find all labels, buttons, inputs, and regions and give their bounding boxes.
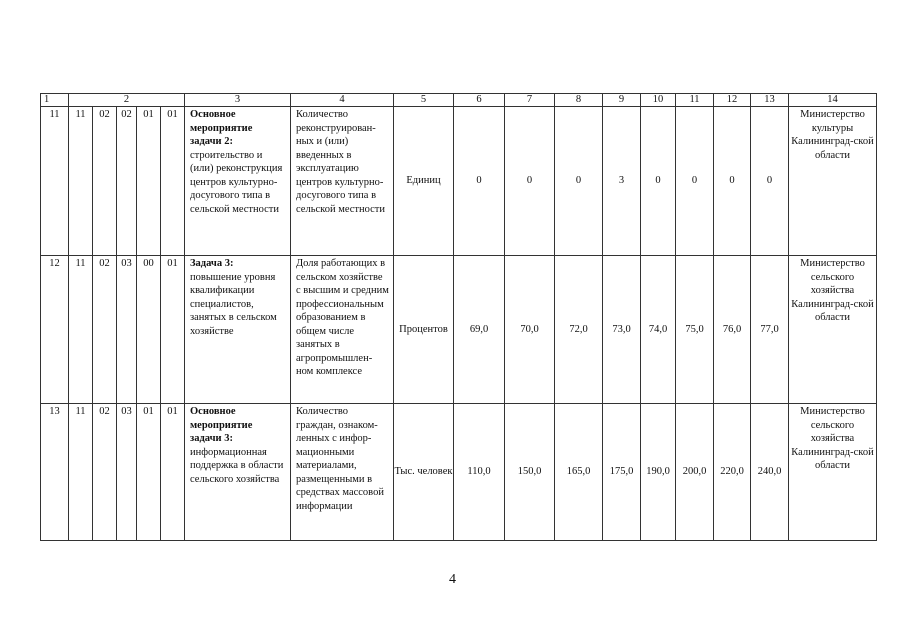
header-cell: 12 [714,94,751,107]
unit-cell: Единиц [394,107,454,256]
header-cell: 9 [603,94,641,107]
header-cell: 4 [291,94,394,107]
code-cell: 02 [93,107,117,256]
header-cell: 5 [394,94,454,107]
unit-cell: Процентов [394,256,454,404]
code-cell: 13 [41,404,69,541]
code-cell: 01 [161,107,185,256]
table-row [41,107,877,256]
responsible-cell: Министерство сельского хозяйства Калининград-ской области [789,256,877,404]
indicators-table [40,93,877,541]
value-cell: 0 [714,107,751,256]
activity-description: повышение уровня квалификации специалистов, занятых в сельском хозяйстве [190,271,277,337]
value-cell: 73,0 [603,256,641,404]
activity-cell [185,107,291,256]
value-cell: 69,0 [454,256,505,404]
code-cell: 11 [69,107,93,256]
header-cell: 2 [69,94,185,107]
indicator-cell: Доля работающих в сельском хозяйстве с высшим и средним профессиональным образованием в общем числе занятых в агропромышлен-ном комплексе [291,256,394,404]
table-row [41,404,877,541]
code-cell: 03 [117,256,137,404]
value-cell: 70,0 [505,256,555,404]
activity-title: Основное мероприятие задачи 3: [190,406,253,444]
code-cell: 12 [41,256,69,404]
code-cell: 00 [137,256,161,404]
activity-title: Основное мероприятие задачи 2: [190,109,253,147]
activity-title: Задача 3: [190,258,234,269]
code-cell: 02 [93,404,117,541]
value-cell: 0 [751,107,789,256]
value-cell: 0 [454,107,505,256]
header-cell: 10 [641,94,676,107]
header-cell: 8 [555,94,603,107]
header-cell: 1 [41,94,69,107]
value-cell: 72,0 [555,256,603,404]
value-cell: 175,0 [603,404,641,541]
responsible-cell: Министерство сельского хозяйства Калининград-ской области [789,404,877,541]
value-cell: 0 [641,107,676,256]
value-cell: 240,0 [751,404,789,541]
code-cell: 11 [69,404,93,541]
header-cell: 13 [751,94,789,107]
header-cell: 14 [789,94,877,107]
header-cell: 7 [505,94,555,107]
header-cell: 6 [454,94,505,107]
activity-description: строительство и (или) реконструкция центров культурно-досугового типа в сельской местности [190,149,283,215]
responsible-cell: Министерство культуры Калининград-ской области [789,107,877,256]
table-row [41,256,877,404]
activity-description: информационная поддержка в области сельского хозяйства [190,446,284,485]
code-cell: 02 [117,107,137,256]
code-cell: 01 [161,404,185,541]
value-cell: 220,0 [714,404,751,541]
code-cell: 02 [93,256,117,404]
value-cell: 110,0 [454,404,505,541]
value-cell: 150,0 [505,404,555,541]
page-number: 4 [449,572,456,587]
value-cell: 3 [603,107,641,256]
value-cell: 0 [676,107,714,256]
code-cell: 01 [161,256,185,404]
value-cell: 200,0 [676,404,714,541]
value-cell: 0 [555,107,603,256]
code-cell: 01 [137,404,161,541]
header-row [41,94,877,107]
value-cell: 75,0 [676,256,714,404]
activity-cell [185,404,291,541]
code-cell: 11 [41,107,69,256]
code-cell: 11 [69,256,93,404]
value-cell: 74,0 [641,256,676,404]
header-cell: 3 [185,94,291,107]
value-cell: 0 [505,107,555,256]
value-cell: 76,0 [714,256,751,404]
header-cell: 11 [676,94,714,107]
code-cell: 01 [137,107,161,256]
unit-cell: Тыс. человек [394,404,454,541]
value-cell: 190,0 [641,404,676,541]
code-cell: 03 [117,404,137,541]
activity-cell [185,256,291,404]
indicator-cell: Количество граждан, ознаком-ленных с инфор-мационными материалами, размещенными в средствах массовой информации [291,404,394,541]
value-cell: 77,0 [751,256,789,404]
value-cell: 165,0 [555,404,603,541]
indicator-cell: Количество реконструирован-ных и (или) введенных в эксплуатацию центров культурно-досугового типа в сельской местности [291,107,394,256]
